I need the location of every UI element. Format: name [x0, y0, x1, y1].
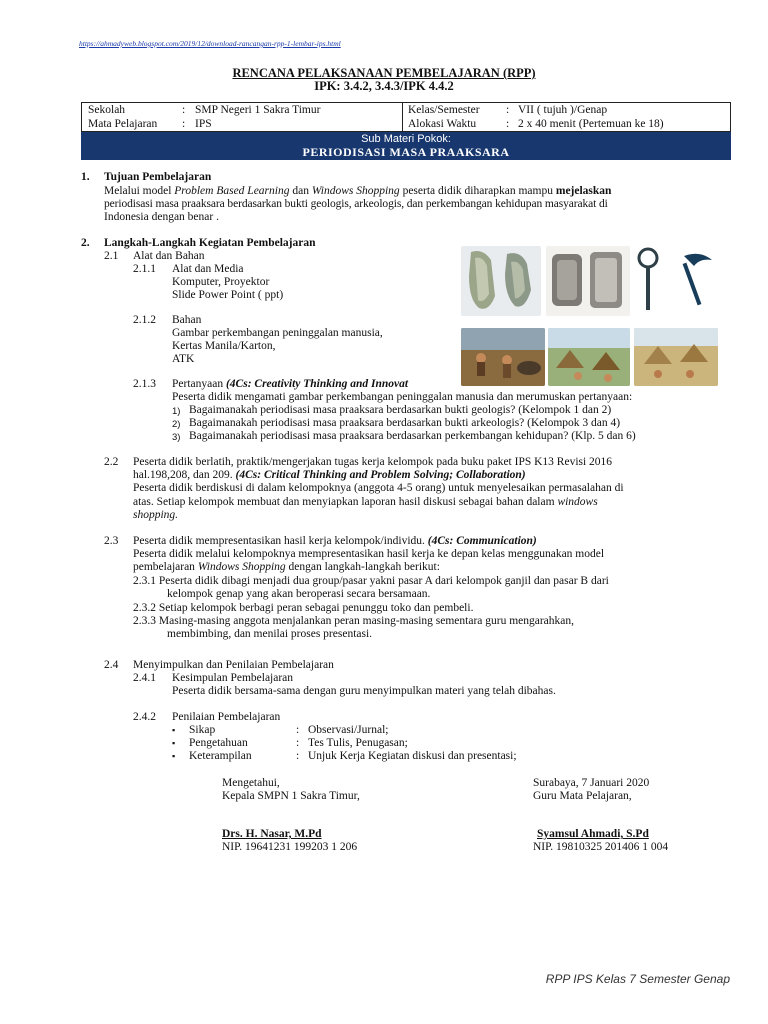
label-alokasi: Alokasi Waktu: [408, 118, 477, 130]
s233-b: membimbing, dan menilai proses presentasi.: [167, 628, 373, 640]
p3-label: Keterampilan: [189, 750, 252, 762]
s1-heading: Tujuan Pembelajaran: [104, 171, 212, 183]
s22-l4: [133, 496, 598, 509]
s211-num: 2.1.1: [133, 263, 156, 275]
colon: :: [506, 118, 510, 130]
s211-b: Slide Power Point ( ppt): [172, 289, 284, 301]
prehistoric-settlement-scene: [548, 328, 630, 386]
p2-label: Pengetahuan: [189, 737, 248, 749]
text: hal.198,208, dan 209.: [133, 469, 236, 481]
s212-c: ATK: [172, 353, 195, 365]
sign-right-nip: NIP. 19810325 201406 1 004: [533, 841, 669, 853]
text: Problem Based Learning: [174, 185, 290, 197]
text: (4Cs: Creativity Thinking and Innovat: [225, 378, 409, 390]
iron-weapons-image: [634, 246, 718, 316]
s241-text: Peserta didik bersama-sama dengan guru menyimpulkan materi yang telah dibahas.: [172, 685, 556, 697]
ipk-line: IPK: 3.4.2, 3.4.3/IPK 4.4.2: [314, 79, 454, 93]
text: dan: [289, 185, 312, 197]
sign-left-nip: NIP. 19641231 199203 1 206: [222, 841, 358, 853]
value-mapel: IPS: [195, 118, 212, 130]
s1-num: 1.: [81, 171, 90, 183]
s212-a: Gambar perkembangan peninggalan manusia,: [172, 327, 383, 339]
s212-b: Kertas Manila/Karton,: [172, 340, 276, 352]
value-kelas: VII ( tujuh )/Genap: [518, 104, 608, 116]
s22-l2: [133, 469, 526, 482]
text: Peserta didik mempresentasikan hasil kerja kelompok/individu.: [133, 535, 428, 547]
s231: 2.3.1 Peserta didik dibagi menjadi dua group/pasar yakni pasar A dari kelompok ganjil dan pasar B dari: [133, 575, 609, 587]
s213-text: Peserta didik mengamati gambar perkembangan peninggalan manusia dan merumuskan pertanyaan:: [172, 391, 633, 403]
stone-tools-image: [461, 246, 541, 316]
s2-num: 2.: [81, 237, 90, 249]
bullet: ▪: [172, 725, 176, 735]
q2: Bagaimanakah periodisasi masa praaksara berdasarkan bukti arkeologis? (Kelompok 3 dan 4): [189, 417, 621, 429]
text: pembelajaran: [133, 561, 198, 573]
prehistoric-hunting-scene: [461, 328, 545, 386]
text: Pertanyaan: [172, 378, 226, 390]
q1-num: 1): [172, 406, 181, 417]
bullet: ▪: [172, 751, 176, 761]
banner-main: PERIODISASI MASA PRAAKSARA: [302, 145, 510, 159]
q3-num: 3): [172, 432, 181, 443]
sign-right-name: Syamsul Ahmadi, S.Pd: [537, 828, 649, 840]
s21-title: Alat dan Bahan: [133, 250, 205, 262]
s21-num: 2.1: [104, 250, 119, 262]
s1-line2: periodisasi masa praaksara berdasarkan bukti geologis, arkeologis, dan perkembangan kehidupan masyarakat di: [104, 198, 608, 210]
label-sekolah: Sekolah: [88, 104, 126, 116]
prehistoric-village-scene: [634, 328, 718, 386]
s242-title: Penilaian Pembelajaran: [172, 711, 281, 723]
p1-label: Sikap: [189, 724, 216, 736]
s242-num: 2.4.2: [133, 711, 156, 723]
label-kelas: Kelas/Semester: [408, 104, 480, 116]
s23-l1: [133, 535, 537, 548]
banner-sub: Sub Materi Pokok:: [361, 133, 451, 145]
s211-title: Alat dan Media: [172, 263, 244, 275]
value-sekolah: SMP Negeri 1 Sakra Timur: [195, 104, 321, 116]
source-url[interactable]: https://ahmadyweb.blogspot.com/2019/12/download-rancangan-rpp-1-lembar-ips.html: [79, 39, 341, 48]
s241-num: 2.4.1: [133, 672, 156, 684]
sign-right-l2: Guru Mata Pelajaran,: [533, 790, 632, 802]
colon: :: [296, 724, 300, 736]
s22-l5: shopping.: [133, 509, 179, 521]
colon: :: [506, 104, 510, 116]
s213-num: 2.1.3: [133, 378, 156, 390]
sign-right-l1: Surabaya, 7 Januari 2020: [533, 777, 650, 789]
s1-line1: [104, 185, 611, 198]
s23-l2: Peserta didik melalui kelompoknya mempresentasikan hasil kerja ke depan kelas menggunakan model: [133, 548, 605, 560]
text: atas. Setiap kelompok membuat dan menyiapkan laporan hasil diskusi sebagai bahan dalam: [133, 496, 558, 508]
label-mapel: Mata Pelajaran: [88, 118, 158, 130]
text: mejelaskan: [555, 185, 612, 197]
table-divider: [402, 103, 403, 131]
colon: :: [296, 737, 300, 749]
s23-num: 2.3: [104, 535, 119, 547]
text: windows: [557, 496, 598, 508]
bronze-artifacts-image: [546, 246, 630, 316]
p2-value: Tes Tulis, Penugasan;: [308, 737, 408, 749]
colon: :: [182, 118, 186, 130]
colon: :: [182, 104, 186, 116]
s232: 2.3.2 Setiap kelompok berbagi peran sebagai penunggu toko dan pembeli.: [133, 602, 474, 614]
text: dengan langkah-langkah berikut:: [285, 561, 440, 573]
s22-l1: Peserta didik berlatih, praktik/mengerjakan tugas kerja kelompok pada buku paket IPS K13 Revisi 2016: [133, 456, 613, 468]
p1-value: Observasi/Jurnal;: [308, 724, 389, 736]
bullet: ▪: [172, 738, 176, 748]
s22-l3: Peserta didik berdiskusi di dalam kelompoknya (anggota 4-5 orang) untuk menyelesaikan permasalahan di: [133, 482, 624, 494]
s24-title: Menyimpulkan dan Penilaian Pembelajaran: [133, 659, 334, 671]
s1-line3: Indonesia dengan benar .: [104, 211, 219, 223]
text: Windows Shopping: [197, 561, 286, 573]
s241-title: Kesimpulan Pembelajaran: [172, 672, 294, 684]
text: (4Cs: Critical Thinking and Problem Solving; Collaboration): [235, 469, 526, 481]
document-title: RENCANA PELAKSANAAN PEMBELAJARAN (RPP): [232, 66, 536, 80]
identity-table: [81, 102, 731, 132]
text: Windows Shopping: [311, 185, 400, 197]
value-alokasi: 2 x 40 menit (Pertemuan ke 18): [518, 118, 664, 130]
s211-a: Komputer, Proyektor: [172, 276, 270, 288]
text: Melalui model: [104, 185, 175, 197]
s22-num: 2.2: [104, 456, 119, 468]
s23-l3: [133, 561, 440, 574]
s24-num: 2.4: [104, 659, 119, 671]
s212-num: 2.1.2: [133, 314, 156, 326]
sign-left-l2: Kepala SMPN 1 Sakra Timur,: [222, 790, 360, 802]
text: peserta didik diharapkan mampu: [399, 185, 556, 197]
s212-title: Bahan: [172, 314, 202, 326]
s231-b: kelompok genap yang akan beroperasi secara bersamaan.: [167, 588, 431, 600]
s213-title: [172, 378, 408, 391]
q3: Bagaimanakah periodisasi masa praaksara berdasarkan perkembangan kehidupan? (Klp. 5 dan 6): [189, 430, 636, 442]
text: (4Cs: Communication): [427, 535, 537, 547]
sub-materi-banner: [81, 132, 731, 160]
q1: Bagaimanakah periodisasi masa praaksara berdasarkan bukti geologis? (Kelompok 1 dan 2): [189, 404, 612, 416]
s233: 2.3.3 Masing-masing anggota menjalankan peran masing-masing sementara guru mengarahkan,: [133, 615, 575, 627]
q2-num: 2): [172, 419, 181, 430]
s2-heading: Langkah-Langkah Kegiatan Pembelajaran: [104, 237, 316, 249]
sign-left-l1: Mengetahui,: [222, 777, 280, 789]
colon: :: [296, 750, 300, 762]
p3-value: Unjuk Kerja Kegiatan diskusi dan presentasi;: [308, 750, 517, 762]
sign-left-name: Drs. H. Nasar, M.Pd: [222, 828, 322, 840]
page-footer: RPP IPS Kelas 7 Semester Genap: [545, 972, 730, 986]
